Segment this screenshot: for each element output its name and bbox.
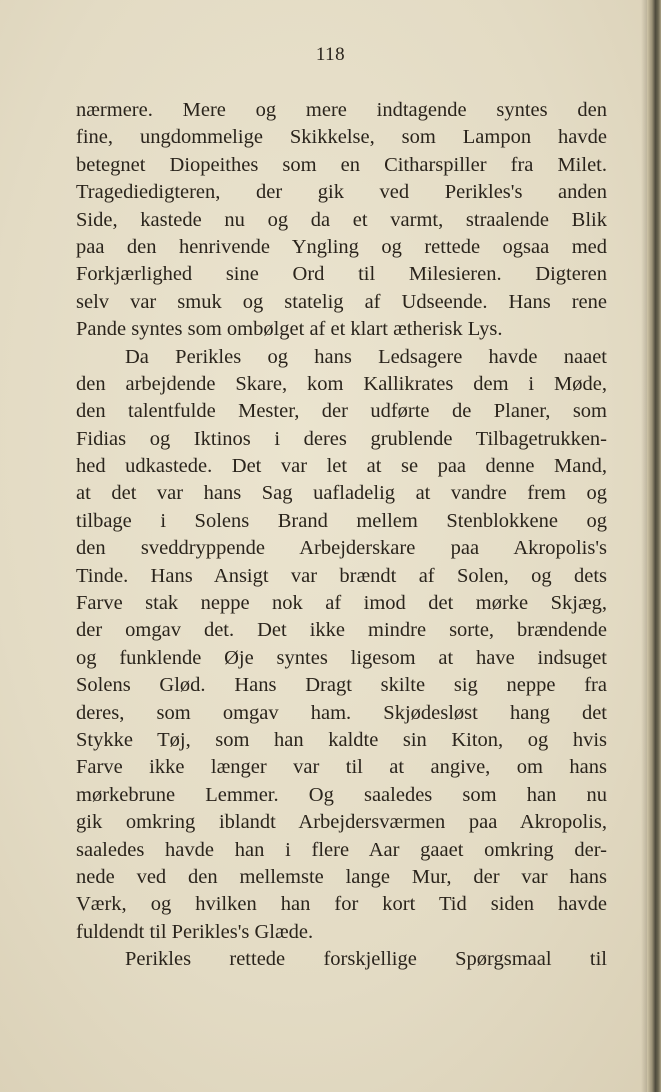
text-line: Fidias og Iktinos i deres grublende Tilbagetrukken- [76,427,607,450]
text-line: hed udkastede. Det var let at se paa denne Mand, [76,455,607,478]
text-line: Tragediedigteren, der gik ved Perikles's anden [76,181,607,204]
text-line: at det var hans Sag uafladelig at vandre frem og [76,482,607,505]
text-line: fuldendt til Perikles's Glæde. [76,920,314,943]
text-line: Stykke Tøj, som han kaldte sin Kiton, og hvis [76,728,607,751]
book-spine [647,0,661,1092]
text-line: den arbejdende Skare, kom Kallikrates dem i Møde, [76,372,607,395]
text-line: Tinde. Hans Ansigt var brændt af Solen, og dets [76,564,607,587]
text-line: den talentfulde Mester, der udførte de Planer, som [76,400,607,423]
text-line: der omgav det. Det ikke mindre sorte, brændende [76,619,607,642]
text-line: nærmere. Mere og mere indtagende syntes den [76,99,607,121]
text-line: paa den henrivende Yngling og rettede ogsaa med [76,235,607,258]
page-number: 118 [315,44,346,65]
body-text [76,97,607,974]
text-line: den sveddryppende Arbejderskare paa Akropolis's [76,537,607,560]
text-line: Perikles rettede forskjellige Spørgsmaal til [125,948,607,971]
text-line: Værk, og hvilken han for kort Tid siden havde [76,893,607,916]
text-line: selv var smuk og statelig af Udseende. Hans rene [76,290,607,313]
text-line: Da Perikles og hans Ledsagere havde naaet [125,345,607,368]
text-line: gik omkring iblandt Arbejdersværmen paa Akropolis, [76,811,607,834]
text-line: saaledes havde han i flere Aar gaaet omkring der- [76,838,607,861]
text-line: deres, som omgav ham. Skjødesløst hang det [76,701,607,724]
text-line: Farve stak neppe nok af imod det mørke Skjæg, [76,592,607,615]
text-line: fine, ungdommelige Skikkelse, som Lampon havde [76,126,607,149]
text-line: betegnet Diopeithes som en Citharspiller fra Milet. [76,153,607,176]
text-line: og funklende Øje syntes ligesom at have indsuget [76,646,607,669]
text-line: tilbage i Solens Brand mellem Stenblokkene og [76,509,607,532]
text-line: Side, kastede nu og da et varmt, straalende Blik [76,208,607,231]
text-line: Pande syntes som ombølget af et klart ætherisk Lys. [76,318,503,341]
text-line: mørkebrune Lemmer. Og saaledes som han nu [76,783,607,806]
text-line: Farve ikke længer var til at angive, om hans [76,756,607,779]
text-line: Solens Glød. Hans Dragt skilte sig neppe fra [76,674,607,697]
text-line: Forkjærlighed sine Ord til Milesieren. Digteren [76,263,607,286]
text-line: nede ved den mellemste lange Mur, der var hans [76,865,607,888]
